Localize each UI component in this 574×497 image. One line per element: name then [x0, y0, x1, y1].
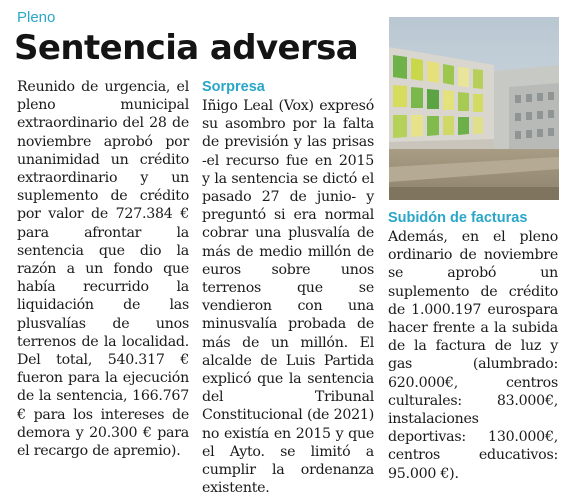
lead-column — [17, 78, 189, 460]
headline: Sentencia adversa — [14, 28, 359, 68]
facturas-subhead: Subidón de facturas — [388, 210, 528, 226]
sorpresa-paragraph: Iñigo Leal (Vox) expresó su asombro por la falta de previsión y las prisas -el recurso fue en 2015 y la sentencia se dictó el pasado 27 de junio- y preguntó si era normal cobrar una plusvalía de más de medio millón de euros sobre unos terrenos que se vendieron con una minusvalía probada de más de un millón. El alcalde de Luis Partida explicó que la sentencia del Tribunal Constitucional (de 2021) no existía en 2015 y que el Ayto. se limitó a cumplir la ordenanza existente. — [202, 98, 374, 497]
facturas-paragraph: Además, en el pleno ordinario de noviembre se aprobó un suplemento de crédito de 1.000.197 eurospara hacer frente a la subida de la factura de luz y gas (alumbrado: 620.000€, centros culturales: 83.000€, instalaciones deportivas: 130.000€, centros educativos: 95.000 €). — [388, 229, 558, 482]
building-photo — [389, 17, 559, 200]
lead-paragraph: Reunido de urgencia, el pleno municipal extraordinario del 28 de noviembre aprobó por unanimidad un crédito extraordinario y un suplemento de crédito por valor de 727.384 € para afrontar la sentencia que dio la razón a un fondo que había recurrido la liquidación de las plusvalías de unos terrenos de la localidad. Del total, 540.317 € fueron para la ejecución de la sentencia, 166.767 € para los intereses de demora y 20.300 € para el recargo de apremio). — [17, 79, 189, 460]
facturas-column — [388, 209, 558, 483]
section-tag: Pleno — [17, 9, 56, 26]
sorpresa-column — [202, 78, 374, 497]
sorpresa-subhead: Sorpresa — [202, 79, 265, 95]
